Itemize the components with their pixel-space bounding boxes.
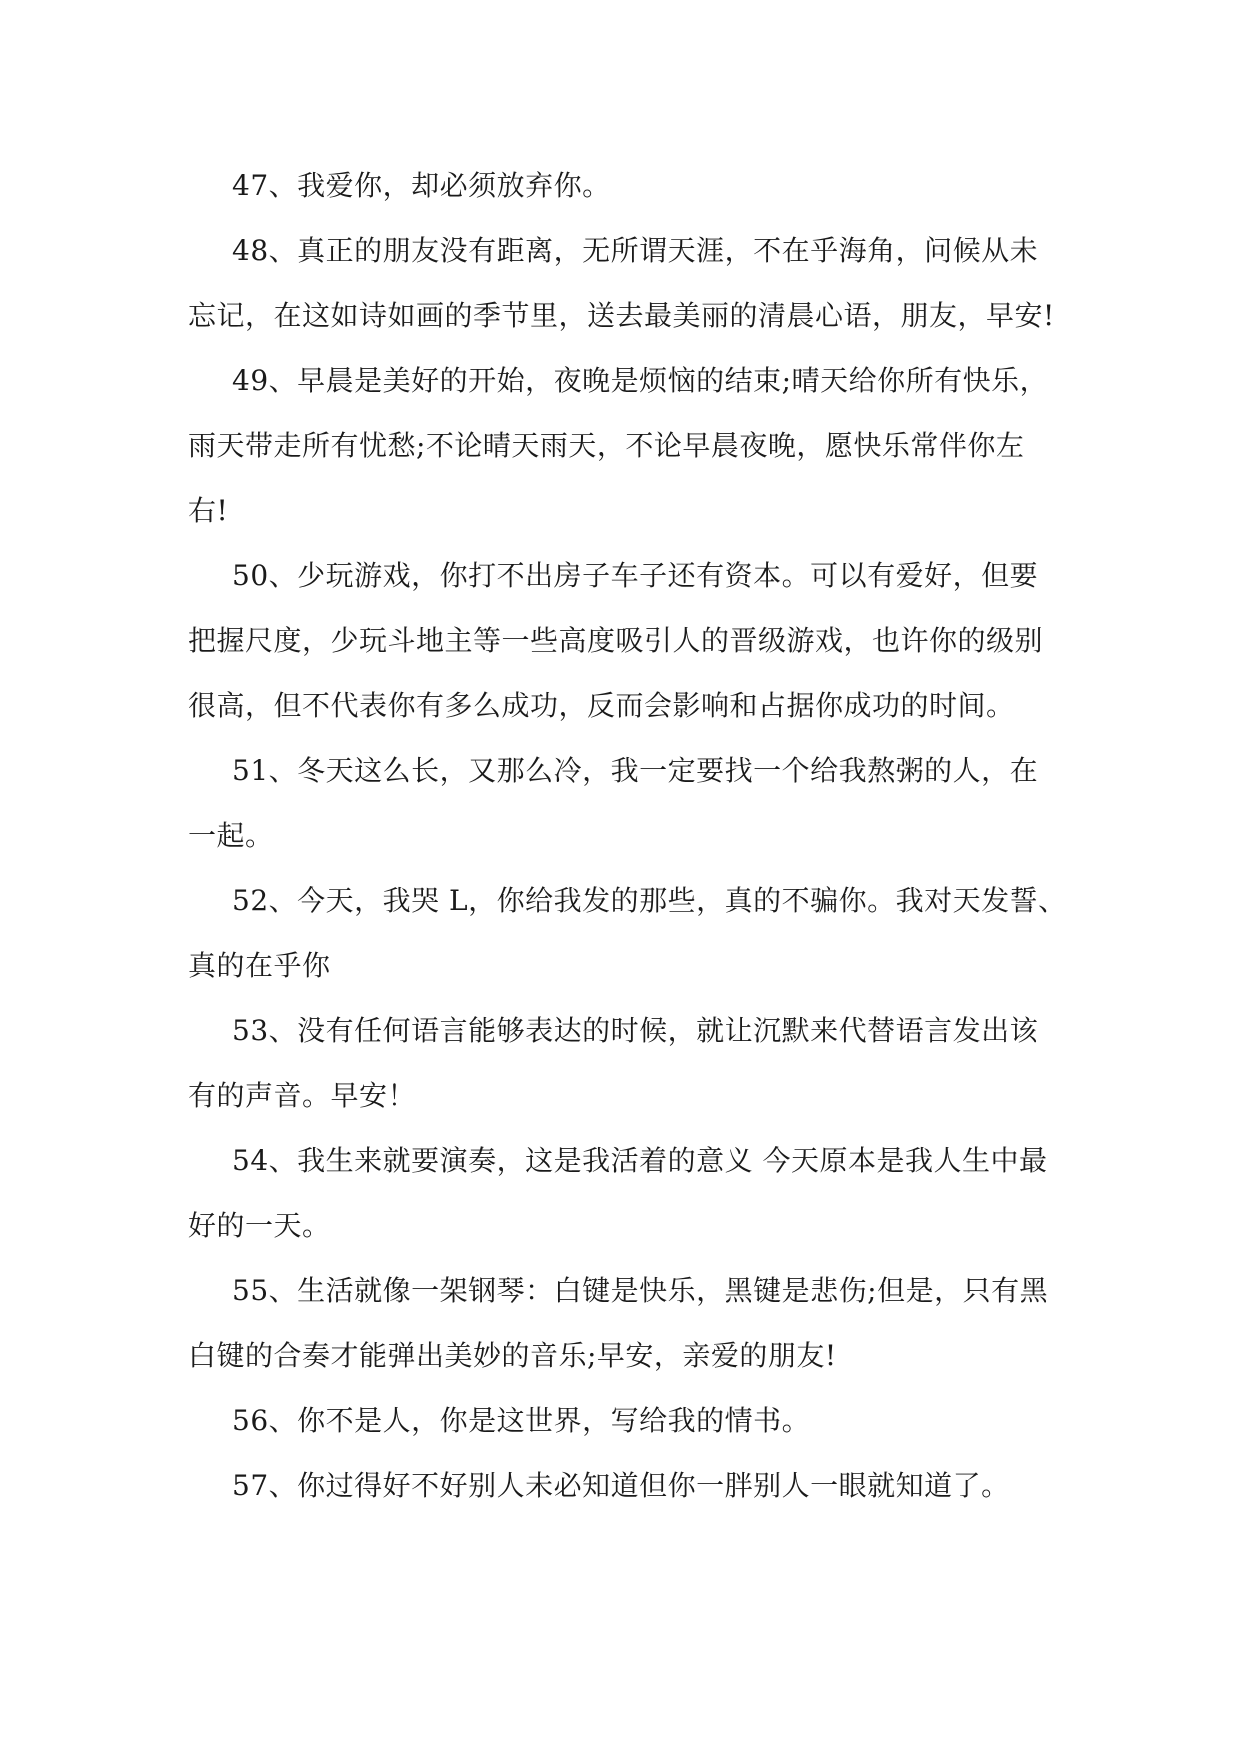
paragraph	[188, 543, 1058, 738]
paragraph	[188, 998, 1058, 1128]
text-line: 右!	[188, 494, 229, 527]
text-line: 有的声音。早安！	[188, 1079, 417, 1112]
text-line: 48、真正的朋友没有距离，无所谓天涯，不在乎海角，问候从未	[232, 234, 1039, 267]
text-line: 白键的合奏才能弹出美妙的音乐;早安，亲爱的朋友!	[188, 1339, 837, 1372]
paragraph	[188, 868, 1067, 998]
text-line: 47、我爱你，却必须放弃你。	[232, 169, 611, 202]
document-body	[188, 153, 1067, 1518]
text-line: 一起。	[188, 819, 274, 852]
text-line: 雨天带走所有忧愁;不论晴天雨天，不论早晨夜晚，愿快乐常伴你左	[188, 429, 1025, 462]
text-line: 好的一天。	[188, 1209, 331, 1242]
text-line: 54、我生来就要演奏，这是我活着的意义 今天原本是我人生中最	[232, 1144, 1048, 1177]
text-line: 51、冬天这么长，又那么冷，我一定要找一个给我熬粥的人，在	[232, 754, 1039, 787]
paragraph	[188, 1128, 1058, 1258]
text-line: 忘记，在这如诗如画的季节里，送去最美丽的清晨心语，朋友，早安!	[188, 299, 1055, 332]
text-line: 很高，但不代表你有多么成功，反而会影响和占据你成功的时间。	[188, 689, 1015, 722]
text-line: 49、早晨是美好的开始，夜晚是烦恼的结束;晴天给你所有快乐，	[232, 364, 1049, 397]
paragraph	[188, 153, 1058, 218]
text-line: 53、没有任何语言能够表达的时候，就让沉默来代替语言发出该	[232, 1014, 1039, 1047]
text-line: 56、你不是人，你是这世界，写给我的情书。	[232, 1404, 811, 1437]
paragraph	[188, 218, 1058, 348]
text-line: 57、你过得好不好别人未必知道但你一胖别人一眼就知道了。	[232, 1469, 1010, 1502]
paragraph	[188, 738, 1058, 868]
text-line: 55、生活就像一架钢琴：白键是快乐，黑键是悲伤;但是，只有黑	[232, 1274, 1049, 1307]
paragraph	[188, 348, 1058, 543]
paragraph	[188, 1258, 1058, 1388]
paragraph	[188, 1453, 1058, 1518]
text-line: 把握尺度，少玩斗地主等一些高度吸引人的晋级游戏，也许你的级别	[188, 624, 1044, 657]
paragraph	[188, 1388, 1058, 1453]
text-line: 50、少玩游戏，你打不出房子车子还有资本。可以有爱好，但要	[232, 559, 1039, 592]
text-line: 52、今天，我哭 L，你给我发的那些，真的不骗你。我对天发誓、	[232, 884, 1067, 917]
text-line: 真的在乎你	[188, 949, 331, 982]
